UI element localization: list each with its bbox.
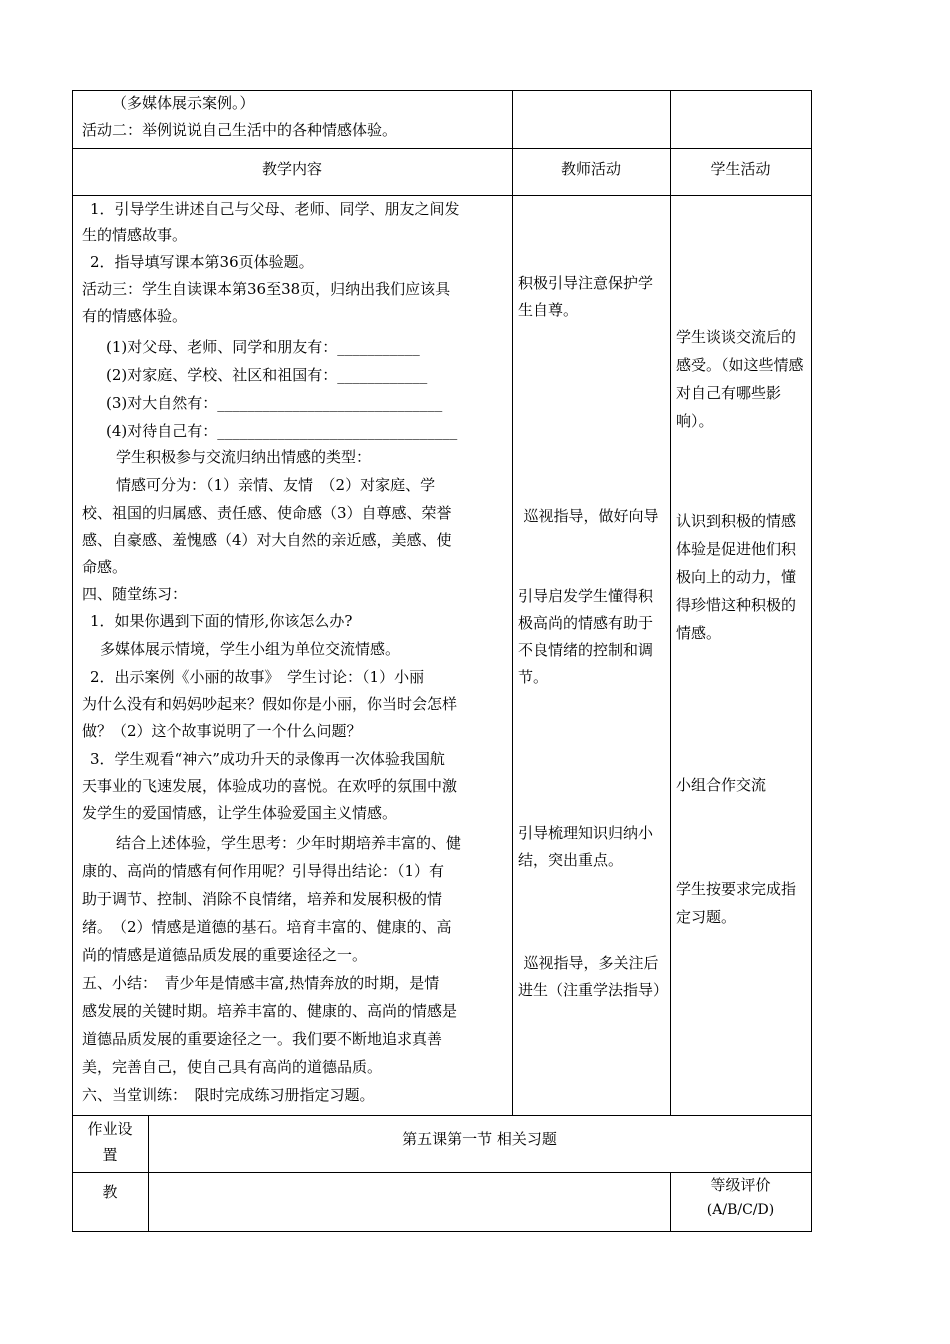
content-line: 情感可分为：（1）亲情、友情 （2）对家庭、学 [116, 476, 436, 494]
teacher-note-5: 巡视指导，多关注后进生（注重学法指导） [518, 954, 669, 999]
top-line-2: 活动二：举例说说自己生活中的各种情感体验。 [82, 121, 398, 139]
student-note-4: 学生按要求完成指定习题。 [676, 880, 797, 926]
evaluation-left-label: 教 [102, 1183, 118, 1201]
teacher-note-2: 巡视指导，做好向导 [523, 507, 659, 525]
student-note-1: 学生谈谈交流后的感受。（如这些情感对自己有哪些影响）。 [676, 328, 804, 430]
content-line: 为什么没有和妈妈吵起来？假如你是小丽，你当时会怎样 [82, 695, 458, 713]
content-line: 六、当堂训练： 限时完成练习册指定习题。 [82, 1086, 375, 1104]
grade-label: 等级评价 [710, 1176, 771, 1194]
grade-scale: (A/B/C/D) [706, 1202, 775, 1218]
content-line: (4)对待自己有：________________________________ [106, 422, 458, 440]
content-line: 做？（2）这个故事说明了一个什么问题？ [82, 722, 362, 740]
teacher-note-1: 积极引导注意保护学生自尊。 [518, 274, 654, 319]
content-line: 2．指导填写课本第36页体验题。 [90, 253, 314, 271]
content-line: 有的情感体验。 [82, 307, 188, 325]
content-line: 多媒体展示情境，学生小组为单位交流情感。 [100, 640, 401, 658]
student-note-3: 小组合作交流 [676, 776, 767, 794]
border-right [811, 90, 812, 1232]
content-line: 命感。 [82, 558, 128, 576]
content-line: 1．引导学生讲述自己与父母、老师、同学、朋友之间发 [90, 200, 460, 218]
content-line: 校、祖国的归属感、责任感、使命感（3）自尊感、荣誉 [82, 504, 452, 522]
content-line: 学生积极参与交流归纳出情感的类型： [116, 448, 372, 466]
content-line: 3．学生观看“神六”成功升天的录像再一次体验我国航 [90, 750, 445, 768]
border-row-3 [72, 1115, 812, 1116]
border-row-1 [72, 148, 812, 149]
content-line: 1．如果你遇到下面的情形,你该怎么办? [90, 612, 353, 630]
content-line: 生的情感故事。 [82, 226, 188, 244]
content-line: 结合上述体验，学生思考：少年时期培养丰富的、健 [116, 834, 462, 852]
border-col-a [512, 90, 513, 1116]
content-line: 感、自豪感、羞愧感（4）对大自然的亲近感，美感、使 [82, 531, 452, 549]
homework-value: 第五课第一节 相关习题 [402, 1130, 557, 1148]
header-content: 教学内容 [261, 160, 322, 178]
border-bottom [72, 1231, 812, 1232]
content-line: 助于调节、控制、消除不良情绪，培养和发展积极的情 [82, 890, 443, 908]
border-col-b [670, 90, 671, 1116]
content-line: 绪。 （2）情感是道德的基石。培育丰富的、健康的、高 [82, 918, 452, 936]
content-line: 康的、高尚的情感有何作用呢？引导得出结论：（1）有 [82, 862, 445, 880]
content-line: 发学生的爱国情感，让学生体验爱国主义情感。 [82, 804, 398, 822]
content-line: 尚的情感是道德品质发展的重要途径之一。 [82, 946, 368, 964]
content-line: 感发展的关键时期。培养丰富的、健康的、高尚的情感是 [82, 1002, 458, 1020]
teacher-note-3: 引导启发学生懂得积极高尚的情感有助于不良情绪的控制和调节。 [518, 587, 654, 686]
student-note-2: 认识到积极的情感体验是促进他们积极向上的动力，懂得珍惜这种积极的情感。 [676, 512, 797, 642]
content-line: 道德品质发展的重要途径之一。我们要不断地追求真善 [82, 1030, 443, 1048]
content-line: 美，完善自己，使自己具有高尚的道德品质。 [82, 1058, 383, 1076]
content-line: 2．出示案例《小丽的故事》 学生讨论：（1）小丽 [90, 668, 425, 686]
content-line: 五、小结： 青少年是情感丰富,热情奔放的时期，是情 [82, 974, 440, 992]
teacher-note-4: 引导梳理知识归纳小结，突出重点。 [518, 824, 654, 869]
content-line: 活动三：学生自读课本第36至38页，归纳出我们应该具 [82, 280, 451, 298]
homework-label-1: 作业设 [87, 1120, 133, 1138]
content-line: (2)对家庭、学校、社区和祖国有：____________ [106, 366, 428, 384]
content-line: 四、随堂练习： [82, 585, 188, 603]
top-line-1: （多媒体展示案例。） [112, 94, 255, 112]
header-teacher: 教师活动 [560, 160, 621, 178]
header-student: 学生活动 [710, 160, 771, 178]
border-left [72, 90, 73, 1232]
content-line: 天事业的飞速发展，体验成功的喜悦。在欢呼的氛围中激 [82, 777, 458, 795]
homework-label-2: 置 [102, 1146, 118, 1164]
content-line: (1)对父母、老师、同学和朋友有：___________ [106, 338, 420, 356]
content-line: (3)对大自然有：______________________________ [106, 394, 443, 412]
